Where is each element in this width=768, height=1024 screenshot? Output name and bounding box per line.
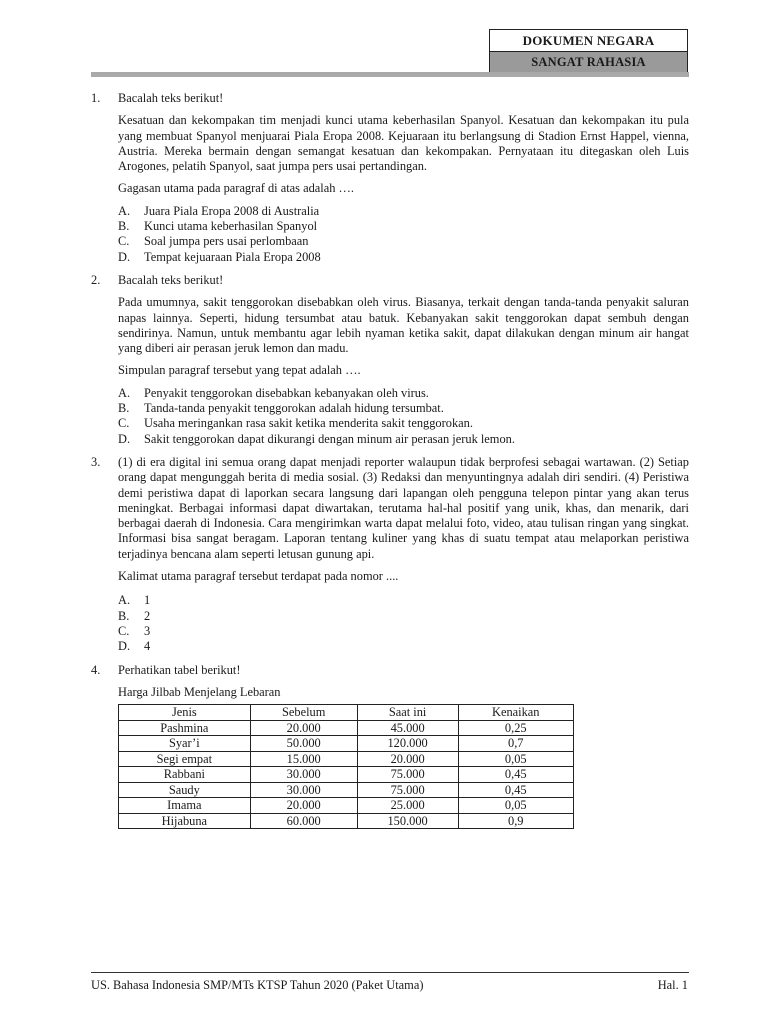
table-cell: 30.000 — [250, 782, 357, 798]
option-letter: C. — [118, 234, 130, 249]
table-row — [119, 720, 574, 736]
classification-box — [489, 29, 688, 73]
table-cell: Imama — [119, 798, 251, 814]
table-cell: 30.000 — [250, 767, 357, 783]
option-text: 1 — [144, 593, 151, 608]
answer-option-b — [118, 219, 689, 234]
option-letter: C. — [118, 623, 130, 638]
answer-option-a — [118, 204, 689, 219]
document-label: DOKUMEN NEGARA — [490, 30, 687, 52]
option-text: Tanda-tanda penyakit tenggorokan adalah hidung tersumbat. — [144, 401, 444, 416]
option-letter: A. — [118, 593, 131, 608]
answer-option-c — [118, 234, 689, 249]
option-text: 3 — [144, 623, 151, 638]
question-prompt: Kalimat utama paragraf tersebut terdapat pada nomor .... — [118, 569, 399, 584]
table-cell: 120.000 — [357, 736, 458, 752]
question-4 — [91, 663, 689, 830]
question-passage: Kesatuan dan kekompakan tim menjadi kunci utama keberhasilan Spanyol. Kesatuan dan kekompakan itu pula yang membuat Spanyol menjuarai Piala Eropa 2008. Kejuaraan itu berlangsung di Stadion Ernst Happel, vienna, Austria. Mereka bermain dengan semangat kesatuan dan kekompakan. Pernyataan itu ditegaskan oleh Luis Arogones, pelatih Spanyol, saat jumpa pers usai pertandingan. — [118, 113, 689, 174]
answer-options — [118, 386, 689, 447]
answer-options — [118, 204, 689, 265]
answer-options — [118, 593, 689, 654]
table-cell: 20.000 — [250, 798, 357, 814]
option-text: 4 — [144, 639, 151, 654]
table-cell: Saudy — [119, 782, 251, 798]
option-text: Tempat kejuaraan Piala Eropa 2008 — [144, 249, 321, 264]
table-cell: Segi empat — [119, 751, 251, 767]
answer-option-d — [118, 639, 689, 654]
table-cell: 0,7 — [458, 736, 574, 752]
option-letter: D. — [118, 431, 131, 446]
table-header-cell: Kenaikan — [458, 705, 574, 721]
footer-rule — [91, 972, 689, 973]
option-letter: A. — [118, 385, 131, 400]
option-text: Penyakit tenggorokan disebabkan kebanyakan oleh virus. — [144, 385, 429, 400]
answer-option-b — [118, 609, 689, 624]
question-number: 2. — [91, 272, 101, 287]
answer-option-a — [118, 386, 689, 401]
table-cell: Hijabuna — [119, 813, 251, 829]
option-letter: B. — [118, 219, 130, 234]
table-cell: 0,45 — [458, 782, 574, 798]
table-header-cell: Saat ini — [357, 705, 458, 721]
question-instruction: Perhatikan tabel berikut! — [118, 662, 241, 677]
table-cell: 60.000 — [250, 813, 357, 829]
answer-option-a — [118, 593, 689, 608]
table-title: Harga Jilbab Menjelang Lebaran — [118, 684, 281, 699]
table-cell: 20.000 — [250, 720, 357, 736]
option-text: Usaha meringankan rasa sakit ketika menderita sakit tenggorokan. — [144, 416, 473, 431]
footer-exam-title: US. Bahasa Indonesia SMP/MTs KTSP Tahun 2020 (Paket Utama) — [91, 978, 424, 992]
header-rule — [91, 72, 689, 77]
question-number: 4. — [91, 662, 101, 677]
option-letter: B. — [118, 608, 130, 623]
question-instruction: Bacalah teks berikut! — [118, 91, 224, 105]
table-row — [119, 813, 574, 829]
table-cell: 25.000 — [357, 798, 458, 814]
table-cell: 150.000 — [357, 813, 458, 829]
question-number: 1. — [91, 91, 101, 105]
table-header-row — [119, 705, 574, 721]
table-row — [119, 751, 574, 767]
option-letter: D. — [118, 639, 131, 654]
option-text: Soal jumpa pers usai perlombaan — [144, 234, 309, 249]
option-letter: B. — [118, 401, 130, 416]
question-prompt: Gagasan utama pada paragraf di atas adalah …. — [118, 181, 354, 196]
answer-option-c — [118, 416, 689, 431]
table-row — [119, 767, 574, 783]
table-cell: 0,9 — [458, 813, 574, 829]
secrecy-label: SANGAT RAHASIA — [490, 52, 687, 73]
table-cell: 75.000 — [357, 767, 458, 783]
option-text: Juara Piala Eropa 2008 di Australia — [144, 203, 320, 218]
table-cell: 50.000 — [250, 736, 357, 752]
table-cell: 0,05 — [458, 751, 574, 767]
option-text: Sakit tenggorokan dapat dikurangi dengan minum air perasan jeruk lemon. — [144, 431, 515, 446]
table-cell: 45.000 — [357, 720, 458, 736]
question-passage: Pada umumnya, sakit tenggorokan disebabkan oleh virus. Biasanya, terkait dengan tanda-tanda penyakit saluran napas lainnya. Seperti, hidung tersumbat atau batuk. Kebanyakan sakit tenggorokan dapat sembuh dengan sendirinya. Namun, untuk membantu agar lebih nyaman ketika sakit, dapat dilakukan dengan minum air hangat yang diberi air perasan jeruk lemon dan madu. — [118, 295, 689, 356]
answer-option-c — [118, 624, 689, 639]
table-row — [119, 736, 574, 752]
exam-content — [91, 91, 689, 837]
question-number: 3. — [91, 454, 101, 469]
page-number: Hal. 1 — [657, 978, 688, 992]
table-cell: 0,45 — [458, 767, 574, 783]
question-instruction: Bacalah teks berikut! — [118, 272, 224, 287]
table-cell: 20.000 — [357, 751, 458, 767]
table-cell: 15.000 — [250, 751, 357, 767]
answer-option-b — [118, 401, 689, 416]
table-cell: 75.000 — [357, 782, 458, 798]
price-table — [118, 704, 574, 829]
question-1 — [91, 91, 689, 265]
table-header-cell: Jenis — [119, 705, 251, 721]
table-cell: Pashmina — [119, 720, 251, 736]
table-cell: 0,25 — [458, 720, 574, 736]
question-passage: (1) di era digital ini semua orang dapat menjadi reporter walaupun tidak berprofesi sebagai wartawan. (2) Setiap orang dapat mengunggah berita di media sosial. (3) Redaksi dan menyuntingnya adalah diri sendiri. (4) Peristiwa demi peristiwa dapat di laporkan secara langsung dari lapangan oleh pengguna telepon pintar yang akan terus meningkat. Berbagai informasi dapat diwartakan, terutama hal-hal positif yang unik, khas, dan menarik, dari berbagai daerah di Indonesia. Cara mengirimkan warta dapat melalui foto, video, atau tulisan ringan yang singkat. Informasi bisa sangat beragam. Laporan tentang kuliner yang khas di suatu tempat atau melaporkan peristiwa terjadinya bencana alam seperti letusan gunung api. — [118, 454, 689, 561]
option-text: 2 — [144, 608, 151, 623]
answer-option-d — [118, 432, 689, 447]
question-2 — [91, 273, 689, 447]
answer-option-d — [118, 250, 689, 265]
question-prompt: Simpulan paragraf tersebut yang tepat adalah …. — [118, 363, 361, 378]
question-3 — [91, 455, 689, 655]
table-row — [119, 798, 574, 814]
option-text: Kunci utama keberhasilan Spanyol — [144, 219, 318, 234]
option-letter: A. — [118, 203, 131, 218]
table-row — [119, 782, 574, 798]
option-letter: D. — [118, 249, 131, 264]
option-letter: C. — [118, 416, 130, 431]
table-cell: Syar’i — [119, 736, 251, 752]
table-cell: 0,05 — [458, 798, 574, 814]
table-header-cell: Sebelum — [250, 705, 357, 721]
table-cell: Rabbani — [119, 767, 251, 783]
